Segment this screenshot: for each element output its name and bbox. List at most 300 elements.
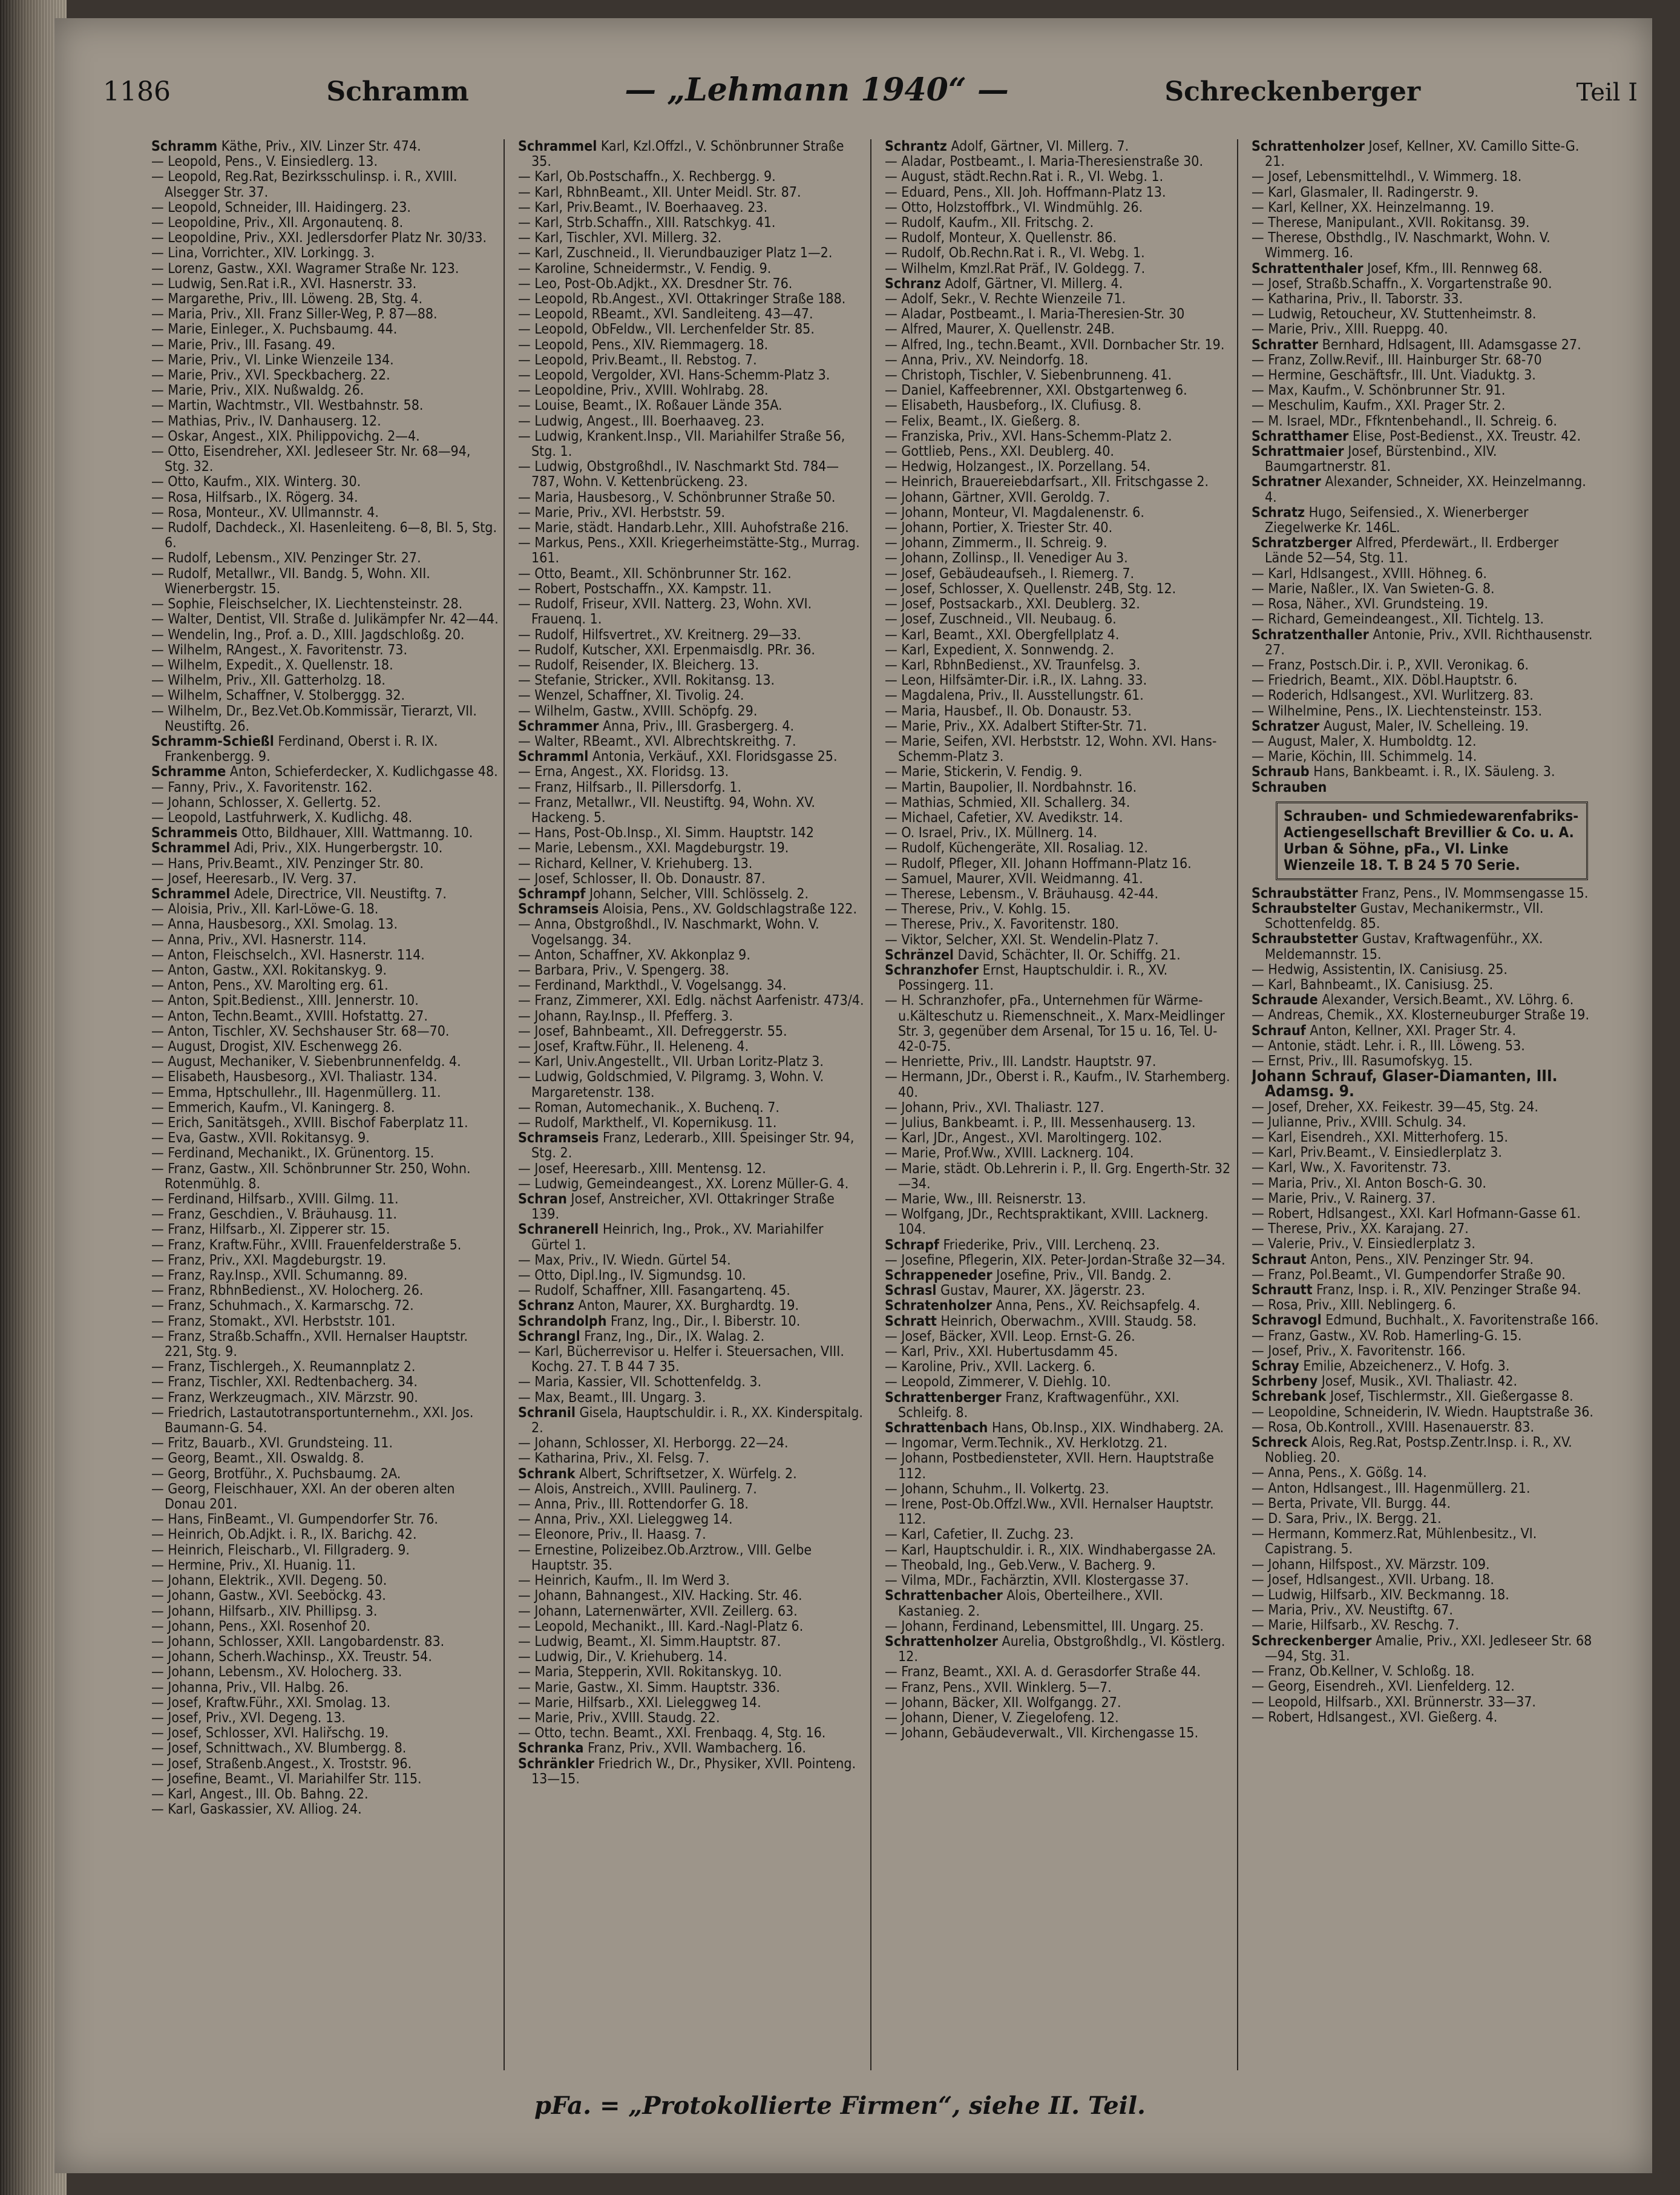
surname: Schraub: [1252, 764, 1310, 780]
surname: Schratzenthaller: [1252, 627, 1369, 643]
directory-entry: — Marie, städt. Ob.Lehrerin i. P., II. Grg. Engerth-Str. 32—34.: [885, 1160, 1231, 1192]
directory-entry: — Rosa, Priv., XIII. Neblingerg. 6.: [1252, 1297, 1456, 1314]
directory-entry: — Christoph, Tischler, V. Siebenbrunneng. 41.: [885, 367, 1172, 384]
directory-entry: — Leopoldine, Schneiderin, IV. Wiedn. Hauptstraße 36.: [1252, 1404, 1594, 1420]
directory-entry: Schratenholzer Anna, Pens., XV. Reichsapfelg. 4.: [885, 1298, 1201, 1314]
directory-entry: Schratzenthaller Antonie, Priv., XVII. Richthausenstr. 27.: [1252, 627, 1593, 658]
directory-entry: — Anna, Priv., III. Rottendorfer G. 18.: [518, 1496, 749, 1513]
directory-entry: — Johann, Ferdinand, Lebensmittel, III. Ungarg. 25.: [885, 1618, 1204, 1634]
directory-entry: — Viktor, Selcher, XXI. St. Wendelin-Platz 7.: [885, 932, 1159, 948]
directory-entry: — Theobald, Ing., Geb.Verw., V. Bacherg. 9.: [885, 1557, 1156, 1573]
directory-entry: — Ernestine, Polizeibez.Ob.Arztrow., VIII. Gelbe Hauptstr. 35.: [518, 1542, 812, 1573]
directory-entry: — Johann, Pens., XXI. Rosenhof 20.: [151, 1618, 370, 1634]
directory-entry: — Maria, Priv., XI. Anton Bosch-G. 30.: [1252, 1175, 1487, 1191]
directory-entry: — Gottlieb, Pens., XXI. Deublerg. 40.: [885, 444, 1114, 460]
directory-entry: — Lorenz, Gastw., XXI. Wagramer Straße Nr. 123.: [151, 260, 459, 277]
directory-entry: — Hans, Post-Ob.Insp., XI. Simm. Hauptstr. 142: [518, 825, 814, 841]
directory-entry: — Aladar, Postbeamt., I. Maria-Theresienstraße 30.: [885, 154, 1204, 170]
directory-entry: — Rudolf, Kaufm., XII. Fritschg. 2.: [885, 215, 1094, 231]
directory-entry: — Leopold, Reg.Rat, Bezirksschulinsp. i. R., XVIII. Alsegger Str. 37.: [151, 169, 458, 200]
surname: Schranil: [518, 1404, 576, 1421]
directory-entry: — Karl, Eisendreh., XXI. Mitterhoferg. 15.: [1252, 1129, 1508, 1145]
directory-entry: — Franz, Beamt., XXI. A. d. Gerasdorfer Straße 44.: [885, 1664, 1201, 1680]
directory-entry: — Andreas, Chemik., XX. Klosterneuburger Straße 19.: [1252, 1007, 1590, 1024]
directory-entry: — Franz, Gastw., XII. Schönbrunner Str. 250, Wohn. Rotenmühlg. 8.: [151, 1160, 471, 1192]
directory-entry: — Wilhelm, Schaffner, V. Stolberggg. 32.: [151, 688, 405, 704]
directory-entry: Schrapf Friederike, Priv., VIII. Lerchenq. 23.: [885, 1237, 1160, 1253]
directory-entry: — Johann, Schlosser, XXII. Langobardenstr. 83.: [151, 1633, 445, 1650]
directory-entry: — Heinrich, Fleischarb., VI. Fillgraderg. 9.: [151, 1542, 410, 1558]
column-3: [885, 139, 1238, 2070]
directory-entry: — Georg, Eisendreh., XVI. Lienfelderg. 12.: [1252, 1679, 1515, 1695]
directory-entry: — Leopold, Pens., V. Einsiedlerg. 13.: [151, 154, 378, 170]
directory-entry: — Franz, Zimmerer, XXI. Edlg. nächst Aarfenistr. 473/4.: [518, 993, 864, 1009]
directory-entry: — Johann, Priv., XVI. Thaliastr. 127.: [885, 1099, 1104, 1116]
directory-entry: — Josef, Lebensmittelhdl., V. Wimmerg. 18.: [1252, 169, 1522, 185]
surname: Schramseis: [518, 901, 599, 918]
directory-entry: — Franz, Stomakt., XVI. Herbststr. 101.: [151, 1313, 396, 1329]
right-guide-word: Schreckenberger: [1164, 76, 1421, 107]
directory-entry: — Johann, Diener, V. Ziegelofeng. 12.: [885, 1710, 1119, 1726]
directory-entry: — Margarethe, Priv., III. Löweng. 2B, Stg. 4.: [151, 291, 423, 308]
directory-entry: — Karoline, Schneidermstr., V. Fendig. 9.: [518, 260, 772, 277]
directory-entry: — Leopold, Pens., XIV. Riemmagerg. 18.: [518, 337, 769, 353]
directory-entry: — Josef, Postsackarb., XXI. Deublerg. 32.: [885, 596, 1140, 613]
directory-entry: — Johann, Monteur, VI. Magdalenenstr. 6.: [885, 504, 1144, 521]
directory-entry: — Johann, Gastw., XVI. Seeböckg. 43.: [151, 1588, 386, 1604]
left-guide-word: Schramm: [326, 76, 469, 107]
surname: Schrauben: [1252, 779, 1327, 795]
directory-entry: — Rosa, Ob.Kontroll., XVIII. Hasenauerstr. 83.: [1252, 1419, 1535, 1435]
directory-entry: Schratter Bernhard, Hdlsagent, III. Adamsgasse 27.: [1252, 337, 1581, 353]
surname: Johann: [1252, 1067, 1307, 1086]
directory-entry: — Ludwig, Dir., V. Kriehuberg. 14.: [518, 1649, 727, 1665]
directory-entry: — Karl, Priv.Beamt., V. Einsiedlerplatz 3.: [1252, 1145, 1502, 1161]
directory-entry: — Erna, Angest., XX. Floridsg. 13.: [518, 764, 729, 780]
directory-entry: — Franz, Werkzeugmach., XIV. Märzstr. 90.: [151, 1389, 418, 1406]
directory-entry: — Leopold, Rb.Angest., XVI. Ottakringer Straße 188.: [518, 291, 846, 308]
directory-entry: — Ferdinand, Markthdl., V. Vogelsangg. 34.: [518, 978, 787, 994]
directory-entry: — Leopold, RBeamt., XVI. Sandleiteng. 43—47.: [518, 306, 813, 323]
directory-entry: — Karl, Bahnbeamt., IX. Canisiusg. 25.: [1252, 976, 1494, 993]
directory-entry: Schrampf Johann, Selcher, VIII. Schlösselg. 2.: [518, 886, 809, 902]
directory-entry: — Leopold, Schneider, III. Haidingerg. 23.: [151, 199, 411, 216]
surname: Schramseis: [518, 1130, 599, 1147]
directory-entry: — Franz, RbhnBedienst., XV. Holocherg. 26.: [151, 1283, 424, 1299]
directory-entry: Schraubstetter Gustav, Kraftwagenführ., XX. Meldemannstr. 15.: [1252, 931, 1543, 963]
directory-entry: — Ludwig, Beamt., XI. Simm.Hauptstr. 87.: [518, 1633, 781, 1650]
directory-entry: — Wendelin, Ing., Prof. a. D., XIII. Jagdschloßg. 20.: [151, 627, 465, 643]
directory-entry: — Anton, Hdlsangest., III. Hagenmüllerg. 21.: [1252, 1480, 1531, 1496]
directory-entry: — Franz, Ob.Kellner, V. Schloßg. 18.: [1252, 1664, 1475, 1680]
directory-entry: — Hans, Priv.Beamt., XIV. Penzinger Str. 80.: [151, 855, 424, 872]
directory-entry: — Therese, Priv., XX. Karajang. 27.: [1252, 1221, 1469, 1237]
directory-entry: — Josef, Kraftw.Führ., XXI. Smolag. 13.: [151, 1694, 391, 1711]
directory-entry: — Wilhelm, Kmzl.Rat Präf., IV. Goldegg. 7.: [885, 260, 1146, 277]
directory-entry: — Marie, Hilfsarb., XV. Reschg. 7.: [1252, 1617, 1459, 1634]
directory-entry: — August, städt.Rechn.Rat i. R., VI. Webg. 1.: [885, 169, 1164, 185]
directory-entry: — M. Israel, MDr., Ffkntenbehandl., II. Schreig. 6.: [1252, 413, 1557, 429]
directory-entry: — Emmerich, Kaufm., VI. Kaningerg. 8.: [151, 1099, 395, 1116]
directory-entry: — Anton, Gastw., XXI. Rokitanskyg. 9.: [151, 962, 387, 978]
directory-entry: — Daniel, Kaffeebrenner, XXI. Obstgartenweg 6.: [885, 383, 1187, 399]
directory-entry: — Anna, Priv., XV. Neindorfg. 18.: [885, 352, 1089, 368]
directory-entry: — Lina, Vorrichter., XIV. Lorkingg. 3.: [151, 245, 375, 262]
directory-entry: — Aladar, Postbeamt., I. Maria-Theresien-Str. 30: [885, 306, 1185, 323]
surname: Schratt: [885, 1313, 937, 1329]
directory-entry: Schrattmaier Josef, Bürstenbind., XIV. Baumgartnerstr. 81.: [1252, 444, 1497, 475]
directory-entry: — Rudolf, Metallwr., VII. Bandg. 5, Wohn. XII. Wienerbergstr. 15.: [151, 565, 430, 597]
directory-entry: — Karl, Gaskassier, XV. Alliog. 24.: [151, 1802, 362, 1818]
directory-entry: — Robert, Hdlsangest., XXI. Karl Hofmann-Gasse 61.: [1252, 1206, 1581, 1222]
directory-entry: — Karl, RbhnBeamt., XII. Unter Meidl. Str. 87.: [518, 184, 801, 200]
directory-entry: — Ludwig, Obstgroßhdl., IV. Naschmarkt Std. 784—787, Wohn. V. Kettenbrückeng. 23.: [518, 459, 839, 490]
directory-entry: Schrandolph Franz, Ing., Dir., I. Biberstr. 10.: [518, 1313, 801, 1329]
surname: Schrattmaier: [1252, 444, 1344, 460]
directory-entry: — Julius, Bankbeamt. i. P., III. Messenhauserg. 13.: [885, 1115, 1196, 1131]
directory-entry: — Karl, JDr., Angest., XVI. Maroltingerg. 102.: [885, 1130, 1163, 1147]
directory-entry: — Mathias, Priv., IV. Danhauserg. 12.: [151, 413, 381, 429]
directory-entry: — Josef, Kraftw.Führ., II. Heleneng. 4.: [518, 1038, 749, 1055]
directory-entry: — Rudolf, Markthelf., VI. Kopernikusg. 11.: [518, 1115, 777, 1131]
surname: Schraubstetter: [1252, 931, 1358, 947]
directory-entry: Schran Josef, Anstreicher, XVI. Ottakringer Straße 139.: [518, 1191, 835, 1223]
directory-entry: — Marie, Stickerin, V. Fendig. 9.: [885, 764, 1083, 780]
directory-entry: — Karl, Hdlsangest., XVIII. Höhneg. 6.: [1252, 565, 1487, 582]
directory-entry: — Josef, Schlosser, II. Ob. Donaustr. 87.: [518, 870, 766, 887]
surname: Schramml: [518, 749, 589, 765]
surname: Schrattenholzer: [885, 1633, 998, 1650]
directory-entry: — Karl, Beamt., XXI. Obergfellplatz 4.: [885, 627, 1120, 643]
directory-entry: — Rudolf, Lebensm., XIV. Penzinger Str. 27.: [151, 550, 421, 567]
directory-entry: — Stefanie, Stricker., XVII. Rokitansg. 13.: [518, 673, 775, 689]
directory-entry: — Anna, Priv., XXI. Lieleggweg 14.: [518, 1512, 733, 1528]
directory-entry: — Michael, Cafetier, XV. Avedikstr. 14.: [885, 809, 1123, 826]
surname: Schratenholzer: [885, 1298, 993, 1314]
directory-entry: — Leopoldine, Priv., XII. Argonautenq. 8.: [151, 215, 404, 231]
directory-entry: Schrattenthaler Josef, Kfm., III. Rennweg 68.: [1252, 260, 1543, 277]
directory-entry: — Karl, Angest., III. Ob. Bahng. 22.: [151, 1786, 369, 1802]
directory-entry: — Rosa, Monteur., XV. Ullmannstr. 4.: [151, 504, 379, 521]
directory-entry: — Leopold, Priv.Beamt., II. Rebstog. 7.: [518, 352, 757, 368]
surname: Schrandolph: [518, 1313, 607, 1329]
directory-entry: — Marie, Gastw., XI. Simm. Hauptstr. 336.: [518, 1679, 780, 1696]
directory-entry: — Walter, Dentist, VII. Straße d. Julikämpfer Nr. 42—44.: [151, 611, 499, 628]
directory-entry: — Karl, Glasmaler, II. Radingerstr. 9.: [1252, 184, 1479, 200]
surname: Schrasl: [885, 1283, 937, 1299]
directory-entry: — Roderich, Hdlsangest., XVI. Wurlitzerg. 83.: [1252, 688, 1534, 704]
directory-entry: — Rudolf, Hilfsvertret., XV. Kreitnerg. 29—33.: [518, 627, 801, 643]
directory-entry: — Johann, Bäcker, XII. Wolfgangg. 27.: [885, 1694, 1121, 1711]
directory-entry: — O. Israel, Priv., IX. Müllnerg. 14.: [885, 825, 1097, 841]
directory-entry: — August, Maler, X. Humboldtg. 12.: [1252, 733, 1477, 749]
directory-entry: Schramml Antonia, Verkäuf., XXI. Floridsgasse 25.: [518, 749, 838, 765]
directory-entry: — Richard, Gemeindeangest., XII. Tichtelg. 13.: [1252, 611, 1544, 628]
directory-entry: — Josef, Zuschneid., VII. Neubaug. 6.: [885, 611, 1117, 628]
directory-entry: — Wenzel, Schaffner, XI. Tivolig. 24.: [518, 688, 744, 704]
directory-entry: — Franz, Metallwr., VII. Neustiftg. 94, Wohn. XV. Hackeng. 5.: [518, 794, 815, 826]
directory-entry: — Marie, Priv., VI. Linke Wienzeile 134.: [151, 352, 394, 368]
directory-entry: — Rudolf, Friseur, XVII. Natterg. 23, Wohn. XVI. Frauenq. 1.: [518, 596, 812, 628]
directory-entry: — Antonie, städt. Lehr. i. R., III. Löweng. 53.: [1252, 1038, 1525, 1054]
directory-entry: — Leopold, Lastfuhrwerk, X. Kudlichg. 48.: [151, 809, 413, 826]
surname: Schranerell: [518, 1222, 599, 1238]
directory-entry: — Eva, Gastw., XVII. Rokitansyg. 9.: [151, 1130, 370, 1147]
directory-entry: Schrammel Karl, Kzl.Offzl., V. Schönbrunner Straße 35.: [518, 139, 844, 170]
directory-entry: — Johann, Laternenwärter, XVII. Zeillerg. 63.: [518, 1603, 798, 1619]
directory-entry: — Hermann, Kommerz.Rat, Mühlenbesitz., VI. Capistrang. 5.: [1252, 1526, 1537, 1558]
directory-entry: Schratz Hugo, Seifensied., X. Wienerberger Ziegelwerke Kr. 146L.: [1252, 504, 1529, 536]
directory-entry: — Johann, Elektrik., XVII. Degeng. 50.: [151, 1573, 387, 1589]
directory-entry: — Marie, Priv., XVI. Speckbacherg. 22.: [151, 367, 390, 384]
directory-entry: — Sophie, Fleischselcher, IX. Liechtensteinstr. 28.: [151, 596, 463, 613]
directory-entry: — Johann, Schlosser, XI. Herborgg. 22—24.: [518, 1435, 789, 1452]
directory-entry: Schrattenbach Hans, Ob.Insp., XIX. Windhaberg. 2A.: [885, 1420, 1224, 1436]
directory-entry: — Marie, Seifen, XVI. Herbststr. 12, Wohn. XVI. Hans-Schemm-Platz 3.: [885, 733, 1217, 765]
directory-entry: — Samuel, Maurer, XVII. Weidmanng. 41.: [885, 870, 1143, 887]
directory-entry: — Franz, Ray.Insp., XVII. Schumanng. 89.: [151, 1268, 408, 1284]
directory-entry: — Karl, Priv.Beamt., IV. Boerhaaveg. 23.: [518, 199, 768, 216]
directory-entry: — Anton, Fleischselch., XVI. Hasnerstr. 114.: [151, 947, 425, 963]
directory-entry: — Ludwig, Krankent.Insp., VII. Mariahilfer Straße 56, Stg. 1.: [518, 428, 845, 460]
directory-entry: — Rudolf, Ob.Rechn.Rat i. R., VI. Webg. 1.: [885, 245, 1145, 262]
directory-entry: Schraubstätter Franz, Pens., IV. Mommsengasse 15.: [1252, 885, 1589, 901]
directory-entry: — Richard, Kellner, V. Kriehuberg. 13.: [518, 855, 753, 872]
directory-entry: — Maria, Priv., XV. Neustiftg. 67.: [1252, 1602, 1453, 1619]
directory-entry: — Franz, Gastw., XV. Rob. Hamerling-G. 15.: [1252, 1328, 1522, 1344]
directory-entry: — Max, Kaufm., V. Schönbrunner Str. 91.: [1252, 383, 1506, 399]
directory-entry: Johann Schrauf, Glaser-Diamanten, III. Adamsg. 9.: [1252, 1067, 1558, 1101]
surname: Schrampf: [518, 886, 586, 902]
directory-entry: — Maria, Stepperin, XVII. Rokitanskyg. 10.: [518, 1664, 783, 1680]
column-2: [518, 139, 871, 2070]
directory-entry: — Hedwig, Assistentin, IX. Canisiusg. 25.: [1252, 961, 1508, 978]
surname: Schrattenthaler: [1252, 260, 1363, 277]
directory-entry: — Josef, Hdlsangest., XVII. Urbang. 18.: [1252, 1571, 1494, 1588]
directory-entry: Schratner Alexander, Schneider, XX. Heinzelmanng. 4.: [1252, 474, 1586, 505]
advertisement-box: Schrauben- und Schmiedewarenfabriks-Actiengesellschaft Brevillier & Co. u. A. Urban & Söhne, pFa., VI. Linke Wienzeile 18. T. B 24 5 70 Serie.: [1276, 801, 1588, 880]
directory-entry: — Anton, Spit.Bedienst., XIII. Jennerstr. 10.: [151, 993, 419, 1009]
running-title: — „Lehmann 1940“ —: [625, 71, 1009, 108]
surname: Schramm: [151, 139, 218, 154]
directory-entry: — Marie, Naßler., IX. Van Swieten-G. 8.: [1252, 581, 1495, 597]
directory-entry: — Rudolf, Dachdeck., XI. Hasenleiteng. 6—8, Bl. 5, Stg. 6.: [151, 520, 497, 551]
directory-entry: — Rudolf, Pfleger, XII. Johann Hoffmann-Platz 16.: [885, 855, 1192, 872]
page-footer-note: pFa. = „Protokollierte Firmen“, siehe II. Teil.: [534, 2091, 1146, 2120]
directory-entry: Schrappeneder Josefine, Priv., VII. Bandg. 2.: [885, 1268, 1172, 1284]
directory-entry: — Heinrich, Brauereiebdarfsart., XII. Fritschgasse 2.: [885, 474, 1209, 490]
directory-entry: — Franz, Schuhmach., X. Karmarschg. 72.: [151, 1298, 414, 1314]
directory-entry: Schrangl Franz, Ing., Dir., IX. Walag. 2.: [518, 1328, 765, 1344]
directory-entry: — Robert, Hdlsangest., XVI. Gießerg. 4.: [1252, 1709, 1498, 1725]
directory-entry: — Karl, Strb.Schaffn., XIII. Ratschkyg. 41.: [518, 215, 776, 231]
surname: Schreck: [1252, 1435, 1308, 1451]
directory-entry: — Karl, Kellner, XX. Heinzelmanng. 19.: [1252, 199, 1494, 216]
directory-entry: — Leopold, Mechanikt., III. Kard.-Nagl-Platz 6.: [518, 1618, 804, 1634]
directory-entry: — Rosa, Näher., XVI. Grundsteing. 19.: [1252, 596, 1489, 613]
surname: Schrammel: [518, 139, 597, 154]
directory-entry: — Otto, Beamt., XII. Schönbrunner Str. 162.: [518, 565, 792, 582]
directory-entry: — Wilhelm, Expedit., X. Quellenstr. 18.: [151, 657, 393, 673]
surname: Schrangl: [518, 1328, 580, 1344]
directory-entry: — Franz, Priv., XXI. Magdeburgstr. 19.: [151, 1252, 387, 1268]
directory-entry: — Karl, Expedient, X. Sonnwendg. 2.: [885, 642, 1114, 658]
directory-entry: Schratt Heinrich, Oberwachm., XVIII. Staudg. 58.: [885, 1313, 1197, 1329]
directory-entry: Schranil Gisela, Hauptschuldir. i. R., XX. Kinderspitalg. 2.: [518, 1404, 863, 1436]
column-1: [151, 139, 505, 2070]
directory-entry: — Karl, Hauptschuldir. i. R., XIX. Windhabergasse 2A.: [885, 1542, 1216, 1558]
directory-entry: — Josefine, Beamt., VI. Mariahilfer Str. 115.: [151, 1771, 422, 1787]
directory-entry: — Louise, Beamt., IX. Roßauer Lände 35A.: [518, 398, 783, 414]
directory-entry: — Berta, Private, VII. Burgg. 44.: [1252, 1495, 1451, 1512]
directory-entry: — Alfred, Ing., techn.Beamt., XVII. Dornbacher Str. 19.: [885, 337, 1225, 353]
directory-entry: — Wilhelm, Dr., Bez.Vet.Ob.Kommissär, Tierarzt, VII. Neustiftg. 26.: [151, 703, 477, 734]
directory-entry: — Rudolf, Reisender, IX. Bleicherg. 13.: [518, 657, 760, 673]
directory-entry: — Emma, Hptschullehr., III. Hagenmüllerg. 11.: [151, 1084, 441, 1101]
directory-entry: — Markus, Pens., XXII. Kriegerheimstätte-Stg., Murrag. 161.: [518, 535, 860, 567]
surname: Schrbeny: [1252, 1374, 1318, 1390]
directory-entry: — Elisabeth, Hausbesorg., XVI. Thaliastr. 134.: [151, 1069, 438, 1085]
surname: Schraude: [1252, 992, 1318, 1009]
directory-entry: — Franz, Kraftw.Führ., XVIII. Frauenfelderstraße 5.: [151, 1237, 462, 1253]
directory-entry: — Marie, Priv., V. Rainerg. 37.: [1252, 1190, 1436, 1206]
directory-entry: — Vilma, MDr., Fachärztin, XVII. Klostergasse 37.: [885, 1573, 1189, 1589]
directory-entry: — Franz, Zollw.Revif., III. Hainburger Str. 68-70: [1252, 352, 1542, 368]
surname: Schran: [518, 1191, 567, 1208]
directory-entry: Schravogl Edmund, Buchhalt., X. Favoritenstraße 166.: [1252, 1312, 1599, 1329]
directory-entry: — Karl, Priv., XXI. Hubertusdamm 45.: [885, 1344, 1118, 1360]
directory-entry: — Johann, Postbediensteter, XVII. Hern. Hauptstraße 112.: [885, 1450, 1214, 1482]
directory-entry: Schratzberger Alfred, Pferdewärt., II. Erdberger Lände 52—54, Stg. 11.: [1252, 535, 1559, 567]
directory-entry: — Irene, Post-Ob.Offzl.Ww., XVII. Hernalser Hauptstr. 112.: [885, 1496, 1214, 1528]
directory-entry: — Wilhelmine, Pens., IX. Liechtensteinstr. 153.: [1252, 703, 1543, 719]
directory-entry: — Walter, RBeamt., XVI. Albrechtskreithg. 7.: [518, 733, 796, 749]
directory-entry: Schrattenbacher Alois, Oberteilhere., XVII. Kastanieg. 2.: [885, 1588, 1163, 1619]
directory-entry: — Marie, Einleger., X. Puchsbaumg. 44.: [151, 321, 398, 338]
surname: Schratzer: [1252, 718, 1320, 734]
directory-entry: Schrammer Anna, Priv., III. Grasbergerg. 4.: [518, 718, 795, 734]
part-label: Teil I: [1576, 79, 1638, 107]
directory-entry: Schrantz Adolf, Gärtner, VI. Millerg. 7.: [885, 139, 1129, 154]
directory-entry: — Roman, Automechanik., X. Buchenq. 7.: [518, 1099, 780, 1116]
directory-entry: — Ludwig, Gemeindeangest., XX. Lorenz Müller-G. 4.: [518, 1176, 849, 1192]
directory-entry: — Josef, Straßb.Schaffn., X. Vorgartenstraße 90.: [1252, 275, 1552, 292]
directory-entry: Schranerell Heinrich, Ing., Prok., XV. Mariahilfer Gürtel 1.: [518, 1222, 824, 1253]
surname: Schratter: [1252, 337, 1319, 353]
surname: Schrauf: [1252, 1022, 1306, 1039]
directory-entry: — Ludwig, Angest., III. Boerhaaveg. 23.: [518, 413, 765, 429]
directory-entry: Schranz Anton, Maurer, XX. Burghardtg. 19.: [518, 1298, 799, 1314]
directory-entry: — Marie, Prof.Ww., XVIII. Lacknerg. 104.: [885, 1145, 1134, 1162]
directory-entry: — Hermann, JDr., Oberst i. R., Kaufm., IV. Starhemberg. 40.: [885, 1069, 1230, 1101]
surname: Schrebank: [1252, 1389, 1327, 1405]
directory-entry: — Josef, Schnittwach., XV. Blumbergg. 8.: [151, 1740, 407, 1757]
directory-entry: — Magdalena, Priv., II. Ausstellungstr. 61.: [885, 688, 1144, 704]
directory-entry: — Maria, Hausbef., II. Ob. Donaustr. 53.: [885, 703, 1132, 719]
surname: Schraut: [1252, 1251, 1307, 1268]
directory-entry: — Marie, Lebensm., XXI. Magdeburgstr. 19.: [518, 840, 789, 857]
directory-entry: — Leopold, ObFeldw., VII. Lerchenfelder Str. 85.: [518, 321, 815, 338]
directory-entry: — Anton, Schaffner, XV. Akkonplaz 9.: [518, 947, 750, 963]
directory-entry: — Leopoldine, Priv., XVIII. Wohlrabg. 28.: [518, 383, 769, 399]
surname: Schrantz: [885, 139, 947, 154]
directory-entry: — Anton, Tischler, XV. Sechshauser Str. 68—70.: [151, 1023, 450, 1039]
surname: Schranz: [518, 1298, 574, 1314]
directory-entry: — Karl, Zuschneid., II. Vierundbauziger Platz 1—2.: [518, 245, 833, 262]
surname: Schranka: [518, 1740, 584, 1757]
directory-entry: — Fanny, Priv., X. Favoritenstr. 162.: [151, 779, 373, 795]
surname: Schrattenholzer: [1252, 139, 1365, 154]
directory-entry: — Ernst, Priv., III. Rasumofskyg. 15.: [1252, 1053, 1473, 1069]
surname: Schrattenberger: [885, 1389, 1002, 1406]
directory-entry: — Therese, Obsthdlg., IV. Naschmarkt, Wohn. V. Wimmerg. 16.: [1252, 230, 1550, 262]
directory-entry: — Therese, Priv., V. Kohlg. 15.: [885, 901, 1071, 918]
directory-entry: Schranzhofer Ernst, Hauptschuldir. i. R., XV. Possingerg. 11.: [885, 962, 1168, 994]
directory-entry: — Katharina, Priv., II. Taborstr. 33.: [1252, 291, 1463, 308]
directory-entry: — Josefine, Pflegerin, XIX. Peter-Jordan-Straße 32—34.: [885, 1252, 1226, 1268]
directory-entry: — Franz, Postsch.Dir. i. P., XVII. Veronikag. 6.: [1252, 657, 1529, 673]
directory-entry: Schrammeis Otto, Bildhauer, XIII. Wattmanng. 10.: [151, 825, 473, 841]
directory-entry: Schränzel David, Schächter, II. Or. Schiffg. 21.: [885, 947, 1181, 963]
surname: Schrapf: [885, 1237, 939, 1253]
surname: Schramme: [151, 764, 226, 780]
directory-entry: — Johann, Scherh.Wachinsp., XX. Treustr. 54.: [151, 1649, 432, 1665]
surname: Schränzel: [885, 947, 954, 963]
directory-entry: — Karl, RbhnBedienst., XV. Traunfelsg. 3.: [885, 657, 1141, 673]
directory-entry: — D. Sara, Priv., IX. Bergg. 21.: [1252, 1511, 1442, 1527]
directory-entry: — Wilhelm, RAngest., X. Favoritenstr. 73.: [151, 642, 408, 658]
surname: Schrautt: [1252, 1282, 1313, 1298]
directory-entry: — Hans, FinBeamt., VI. Gumpendorfer Str. 76.: [151, 1512, 438, 1528]
directory-entry: — Johann, Hilfsarb., XIV. Phillipsg. 3.: [151, 1603, 378, 1619]
directory-columns: [151, 139, 1604, 2070]
directory-entry: Schraub Hans, Bankbeamt. i. R., IX. Säuleng. 3.: [1252, 764, 1555, 780]
directory-entry: — Ludwig, Hilfsarb., XIV. Beckmanng. 18.: [1252, 1587, 1509, 1604]
directory-entry: Schrasl Gustav, Maurer, XX. Jägerstr. 23.: [885, 1283, 1146, 1299]
surname: Schratz: [1252, 504, 1305, 521]
directory-entry: Schraude Alexander, Versich.Beamt., XV. Löhrg. 6.: [1252, 992, 1574, 1009]
directory-entry: — Felix, Beamt., IX. Gießerg. 8.: [885, 413, 1080, 429]
surname: Schrappeneder: [885, 1268, 993, 1284]
directory-entry: Schranz Adolf, Gärtner, VI. Millerg. 4.: [885, 275, 1123, 292]
directory-entry: — Ferdinand, Hilfsarb., XVIII. Gilmg. 11.: [151, 1191, 399, 1208]
directory-entry: — Katharina, Priv., XI. Felsg. 7.: [518, 1450, 710, 1467]
surname: Schraubstätter: [1252, 885, 1358, 901]
directory-entry: Schrebank Josef, Tischlermstr., XII. Gießergasse 8.: [1252, 1389, 1573, 1405]
directory-entry: — Johanna, Priv., VII. Halbg. 26.: [151, 1679, 349, 1696]
directory-entry: — Ludwig, Sen.Rat i.R., XVI. Hasnerstr. 33.: [151, 275, 417, 292]
directory-entry: — Ferdinand, Mechanikt., IX. Grünentorg. 15.: [151, 1145, 435, 1162]
directory-entry: — H. Schranzhofer, pFa., Unternehmen für Wärme-u.Kälteschutz u. Riemenschneit., X. Marx-Meidlinger Str. 3, gegenüber dem Arsenal, Tor 15 u. 16, Tel. U-42-0-75.: [885, 993, 1225, 1055]
directory-entry: Schrammel Adi, Priv., XIX. Hungerbergstr. 10.: [151, 840, 443, 857]
surname: Schrattenbacher: [885, 1588, 1003, 1604]
directory-entry: — Marie, Priv., XVI. Herbststr. 59.: [518, 504, 726, 521]
surname: Schrattenbach: [885, 1420, 988, 1436]
surname: Schratzberger: [1252, 535, 1353, 551]
directory-entry: — Oskar, Angest., XIX. Philippovichg. 2—4.: [151, 428, 420, 444]
directory-entry: Schrattenholzer Josef, Kellner, XV. Camillo Sitte-G. 21.: [1252, 139, 1580, 170]
surname: Schravogl: [1252, 1312, 1322, 1329]
directory-entry: — Johann, Schlosser, X. Gellertg. 52.: [151, 794, 381, 811]
directory-entry: — Otto, Kaufm., XIX. Winterg. 30.: [151, 474, 361, 490]
directory-entry: — Wilhelm, Gastw., XVIII. Schöpfg. 29.: [518, 703, 758, 719]
directory-entry: — Valerie, Priv., V. Einsiedlerplatz 3.: [1252, 1236, 1475, 1252]
directory-entry: — Maria, Kassier, VII. Schottenfeldg. 3.: [518, 1374, 762, 1390]
directory-entry: — Josef, Bäcker, XVII. Leop. Ernst-G. 26.: [885, 1328, 1135, 1344]
directory-entry: — Alfred, Maurer, X. Quellenstr. 24B.: [885, 321, 1115, 338]
directory-entry: Schramseis Franz, Lederarb., XIII. Speisinger Str. 94, Stg. 2.: [518, 1130, 855, 1162]
directory-entry: Schrbeny Josef, Musik., XVI. Thaliastr. 42.: [1252, 1374, 1518, 1390]
